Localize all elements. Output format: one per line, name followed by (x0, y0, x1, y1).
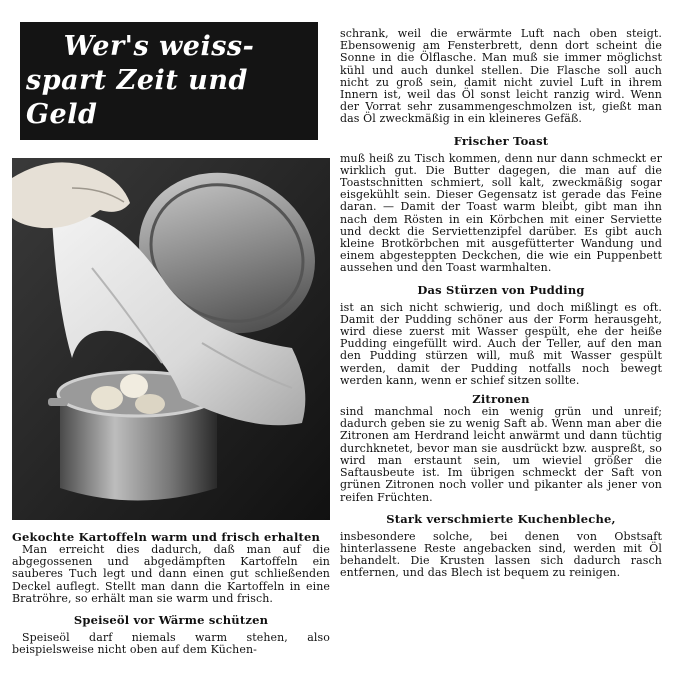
section-title-kuchenbleche: Stark verschmierte Kuchenbleche, (386, 511, 616, 526)
caption-text: Man erreicht dies dadurch, daß man auf die abgegossenen und abgedämpften Kartoffeln ein sauberes Tuch legt und dann einen gut schließenden Deckel auflegt. Stellt man dann die Kartoffeln in eine Bratröhre, so erhält man sie warm und frisch. (12, 543, 330, 605)
section-text-pudding: ist an sich nicht schwierig, und doch mißlingt es oft. Damit der Pudding schöner aus der Form herausgeht, wird diese zuerst mit Wasser gespült, ehe der heiße Pudding eingefüllt wird. Auch der Teller, auf den man den Pudding stürzen will, muß mit Wasser gespült werden, damit der Pudding notfalls noch bewegt werden kann, wenn er schief sitzen sollte. (340, 300, 662, 387)
section-title-speiseoel: Speiseöl vor Wärme schützen (73, 613, 269, 628)
left-column (12, 22, 330, 656)
section-text-zitronen: sind manchmal noch ein wenig grün und unreif; dadurch geben sie zu wenig Saft ab. Wenn man aber die Zitronen am Herdrand leicht anwärmt und dann tüchtig durchknetet, bevor man sie ausdrückt bzw. auspreßt, so wird man erstaunt sein, um wieviel größer die Saftausbeute ist. Im übrigen schmeckt der Saft von grünen Zitronen noch voller und pikanter als jener von reifen Früchten. (340, 405, 662, 504)
section-title-pudding: Das Stürzen von Pudding (417, 282, 585, 297)
photo-pot-with-cloth (12, 158, 330, 520)
intro-text: schrank, weil die erwärmte Luft nach oben steigt. Ebensowenig am Fensterbrett, denn dort scheint die Sonne in die Ölflasche. Man muß sie immer möglichst kühl und auch dunkel stellen. Die Flasche soll auch nicht zu groß sein, damit nicht zuviel Luft in ihrem Innern ist, weil das Öl sonst leicht ranzig wird. Wenn der Vorrat sehr zusammengeschmolzen ist, gießt man das Öl zweckmäßig in ein kleineres Gefäß. (340, 27, 662, 126)
title-banner (20, 22, 318, 140)
section-text-speiseoel: Speiseöl darf niemals warm stehen, also beispielsweise nicht oben auf dem Küchen- (12, 631, 330, 657)
section-title-toast: Frischer Toast (453, 133, 549, 148)
right-column (340, 28, 662, 580)
banner-line-2: spart Zeit und Geld (26, 65, 248, 130)
section-text-kuchenbleche: insbesondere solche, bei denen von Obstsaft hinterlassene Reste angebacken sind, werden mit Öl behandelt. Die Krusten lassen sich dadurch rasch entfernen, und das Blech ist bequem zu reinigen. (340, 529, 662, 580)
section-title-zitronen: Zitronen (472, 392, 530, 407)
caption-title: Gekochte Kartoffeln warm und frisch erhalten (12, 530, 321, 544)
banner-line-1: Wer's weiss- (63, 31, 255, 62)
section-text-toast: muß heiß zu Tisch kommen, denn nur dann schmeckt er wirklich gut. Die Butter dagegen, die man auf die Toastschnitten schmiert, soll kalt, zweckmäßig sogar eisgekühlt sein. Dieser Gegensatz ist gerade das Feine daran. — Damit der Toast warm bleibt, gibt man ihn nach dem Rösten in ein Körbchen mit einer Serviette und deckt die Serviettenzipfel darüber. Es gibt auch kleine Brotkörbchen mit ausgefütterter Wandung und einem abgesteppten Deckchen, die wie ein Puppenbett aussehen und den Toast warmhalten. (340, 151, 662, 275)
